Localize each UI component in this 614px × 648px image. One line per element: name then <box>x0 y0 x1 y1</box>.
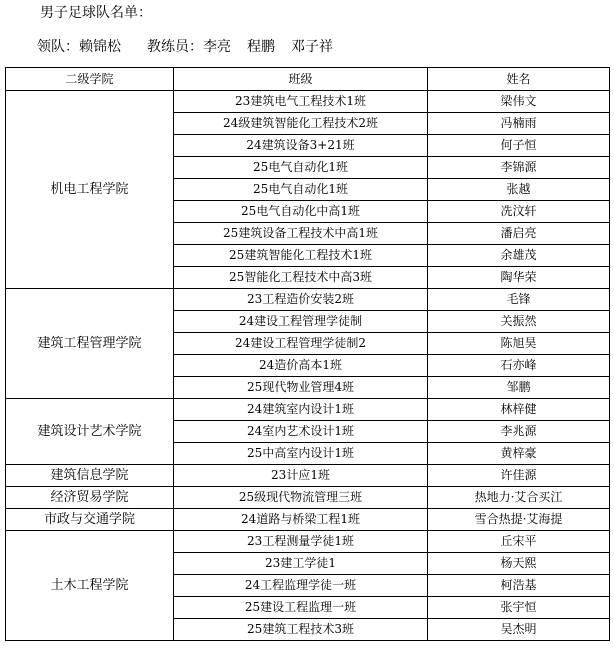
class-cell: 24造价高本1班 <box>174 355 428 377</box>
name-cell: 李锦源 <box>428 157 610 179</box>
name-cell: 何子恒 <box>428 135 610 157</box>
name-cell: 关振然 <box>428 311 610 333</box>
class-cell: 25现代物业管理4班 <box>174 377 428 399</box>
table-row <box>6 465 610 487</box>
class-cell: 25建筑智能化工程技术1班 <box>174 245 428 267</box>
class-cell: 25电气自动化1班 <box>174 157 428 179</box>
table-row <box>6 509 610 531</box>
name-cell: 李兆源 <box>428 421 610 443</box>
name-cell: 冼汶轩 <box>428 201 610 223</box>
table-header-row <box>6 68 610 91</box>
class-cell: 25智能化工程技术中高3班 <box>174 267 428 289</box>
coach-label: 教练员： <box>147 39 203 55</box>
table-row <box>6 487 610 509</box>
name-cell: 石亦峰 <box>428 355 610 377</box>
college-cell: 建筑信息学院 <box>6 465 174 487</box>
class-cell: 23工程造价安装2班 <box>174 289 428 311</box>
college-cell: 建筑设计艺术学院 <box>6 399 174 465</box>
roster-body <box>6 91 610 641</box>
class-cell: 25电气自动化中高1班 <box>174 201 428 223</box>
class-cell: 25电气自动化1班 <box>174 179 428 201</box>
roster-table <box>5 67 610 641</box>
name-cell: 热地力·艾合买江 <box>428 487 610 509</box>
class-cell: 24室内艺术设计1班 <box>174 421 428 443</box>
staff-line <box>37 38 333 56</box>
coach-name: 程鹏 <box>247 39 275 55</box>
column-header-name: 姓名 <box>428 68 610 91</box>
name-cell: 梁伟文 <box>428 91 610 113</box>
table-row <box>6 91 610 113</box>
college-cell: 市政与交通学院 <box>6 509 174 531</box>
leader-label: 领队： <box>37 39 79 55</box>
column-header-college: 二级学院 <box>6 68 174 91</box>
name-cell: 张越 <box>428 179 610 201</box>
name-cell: 丘宋平 <box>428 531 610 553</box>
class-cell: 24建筑设备3+21班 <box>174 135 428 157</box>
table-row <box>6 289 610 311</box>
college-cell: 建筑工程管理学院 <box>6 289 174 399</box>
class-cell: 24级建筑智能化工程技术2班 <box>174 113 428 135</box>
class-cell: 25建筑设备工程技术中高1班 <box>174 223 428 245</box>
class-cell: 25中高室内设计1班 <box>174 443 428 465</box>
class-cell: 24道路与桥梁工程1班 <box>174 509 428 531</box>
class-cell: 23建筑电气工程技术1班 <box>174 91 428 113</box>
college-cell: 土木工程学院 <box>6 531 174 641</box>
class-cell: 23计应1班 <box>174 465 428 487</box>
class-cell: 23工程测量学徒1班 <box>174 531 428 553</box>
class-cell: 24工程监理学徒一班 <box>174 575 428 597</box>
name-cell: 陶华荣 <box>428 267 610 289</box>
name-cell: 雪合热提·艾海提 <box>428 509 610 531</box>
name-cell: 冯楠雨 <box>428 113 610 135</box>
college-cell: 经济贸易学院 <box>6 487 174 509</box>
name-cell: 吴杰明 <box>428 619 610 641</box>
name-cell: 许佳源 <box>428 465 610 487</box>
name-cell: 杨天熙 <box>428 553 610 575</box>
leader-name: 赖锦松 <box>79 39 121 55</box>
name-cell: 邹鹏 <box>428 377 610 399</box>
name-cell: 余雄茂 <box>428 245 610 267</box>
table-row <box>6 531 610 553</box>
name-cell: 林梓健 <box>428 399 610 421</box>
coach-name: 李亮 <box>203 39 231 55</box>
class-cell: 24建设工程管理学徒制 <box>174 311 428 333</box>
class-cell: 25级现代物流管理三班 <box>174 487 428 509</box>
name-cell: 毛锋 <box>428 289 610 311</box>
name-cell: 柯浩基 <box>428 575 610 597</box>
class-cell: 24建设工程管理学徒制2 <box>174 333 428 355</box>
name-cell: 陈旭昊 <box>428 333 610 355</box>
page-title: 男子足球队名单： <box>40 5 152 21</box>
name-cell: 张宇恒 <box>428 597 610 619</box>
name-cell: 潘启亮 <box>428 223 610 245</box>
name-cell: 黄梓豪 <box>428 443 610 465</box>
coach-name: 邓子祥 <box>291 39 333 55</box>
column-header-class: 班级 <box>174 68 428 91</box>
table-row <box>6 399 610 421</box>
college-cell: 机电工程学院 <box>6 91 174 289</box>
class-cell: 25建设工程监理一班 <box>174 597 428 619</box>
class-cell: 25建筑工程技术3班 <box>174 619 428 641</box>
class-cell: 23建工学徒1 <box>174 553 428 575</box>
class-cell: 24建筑室内设计1班 <box>174 399 428 421</box>
